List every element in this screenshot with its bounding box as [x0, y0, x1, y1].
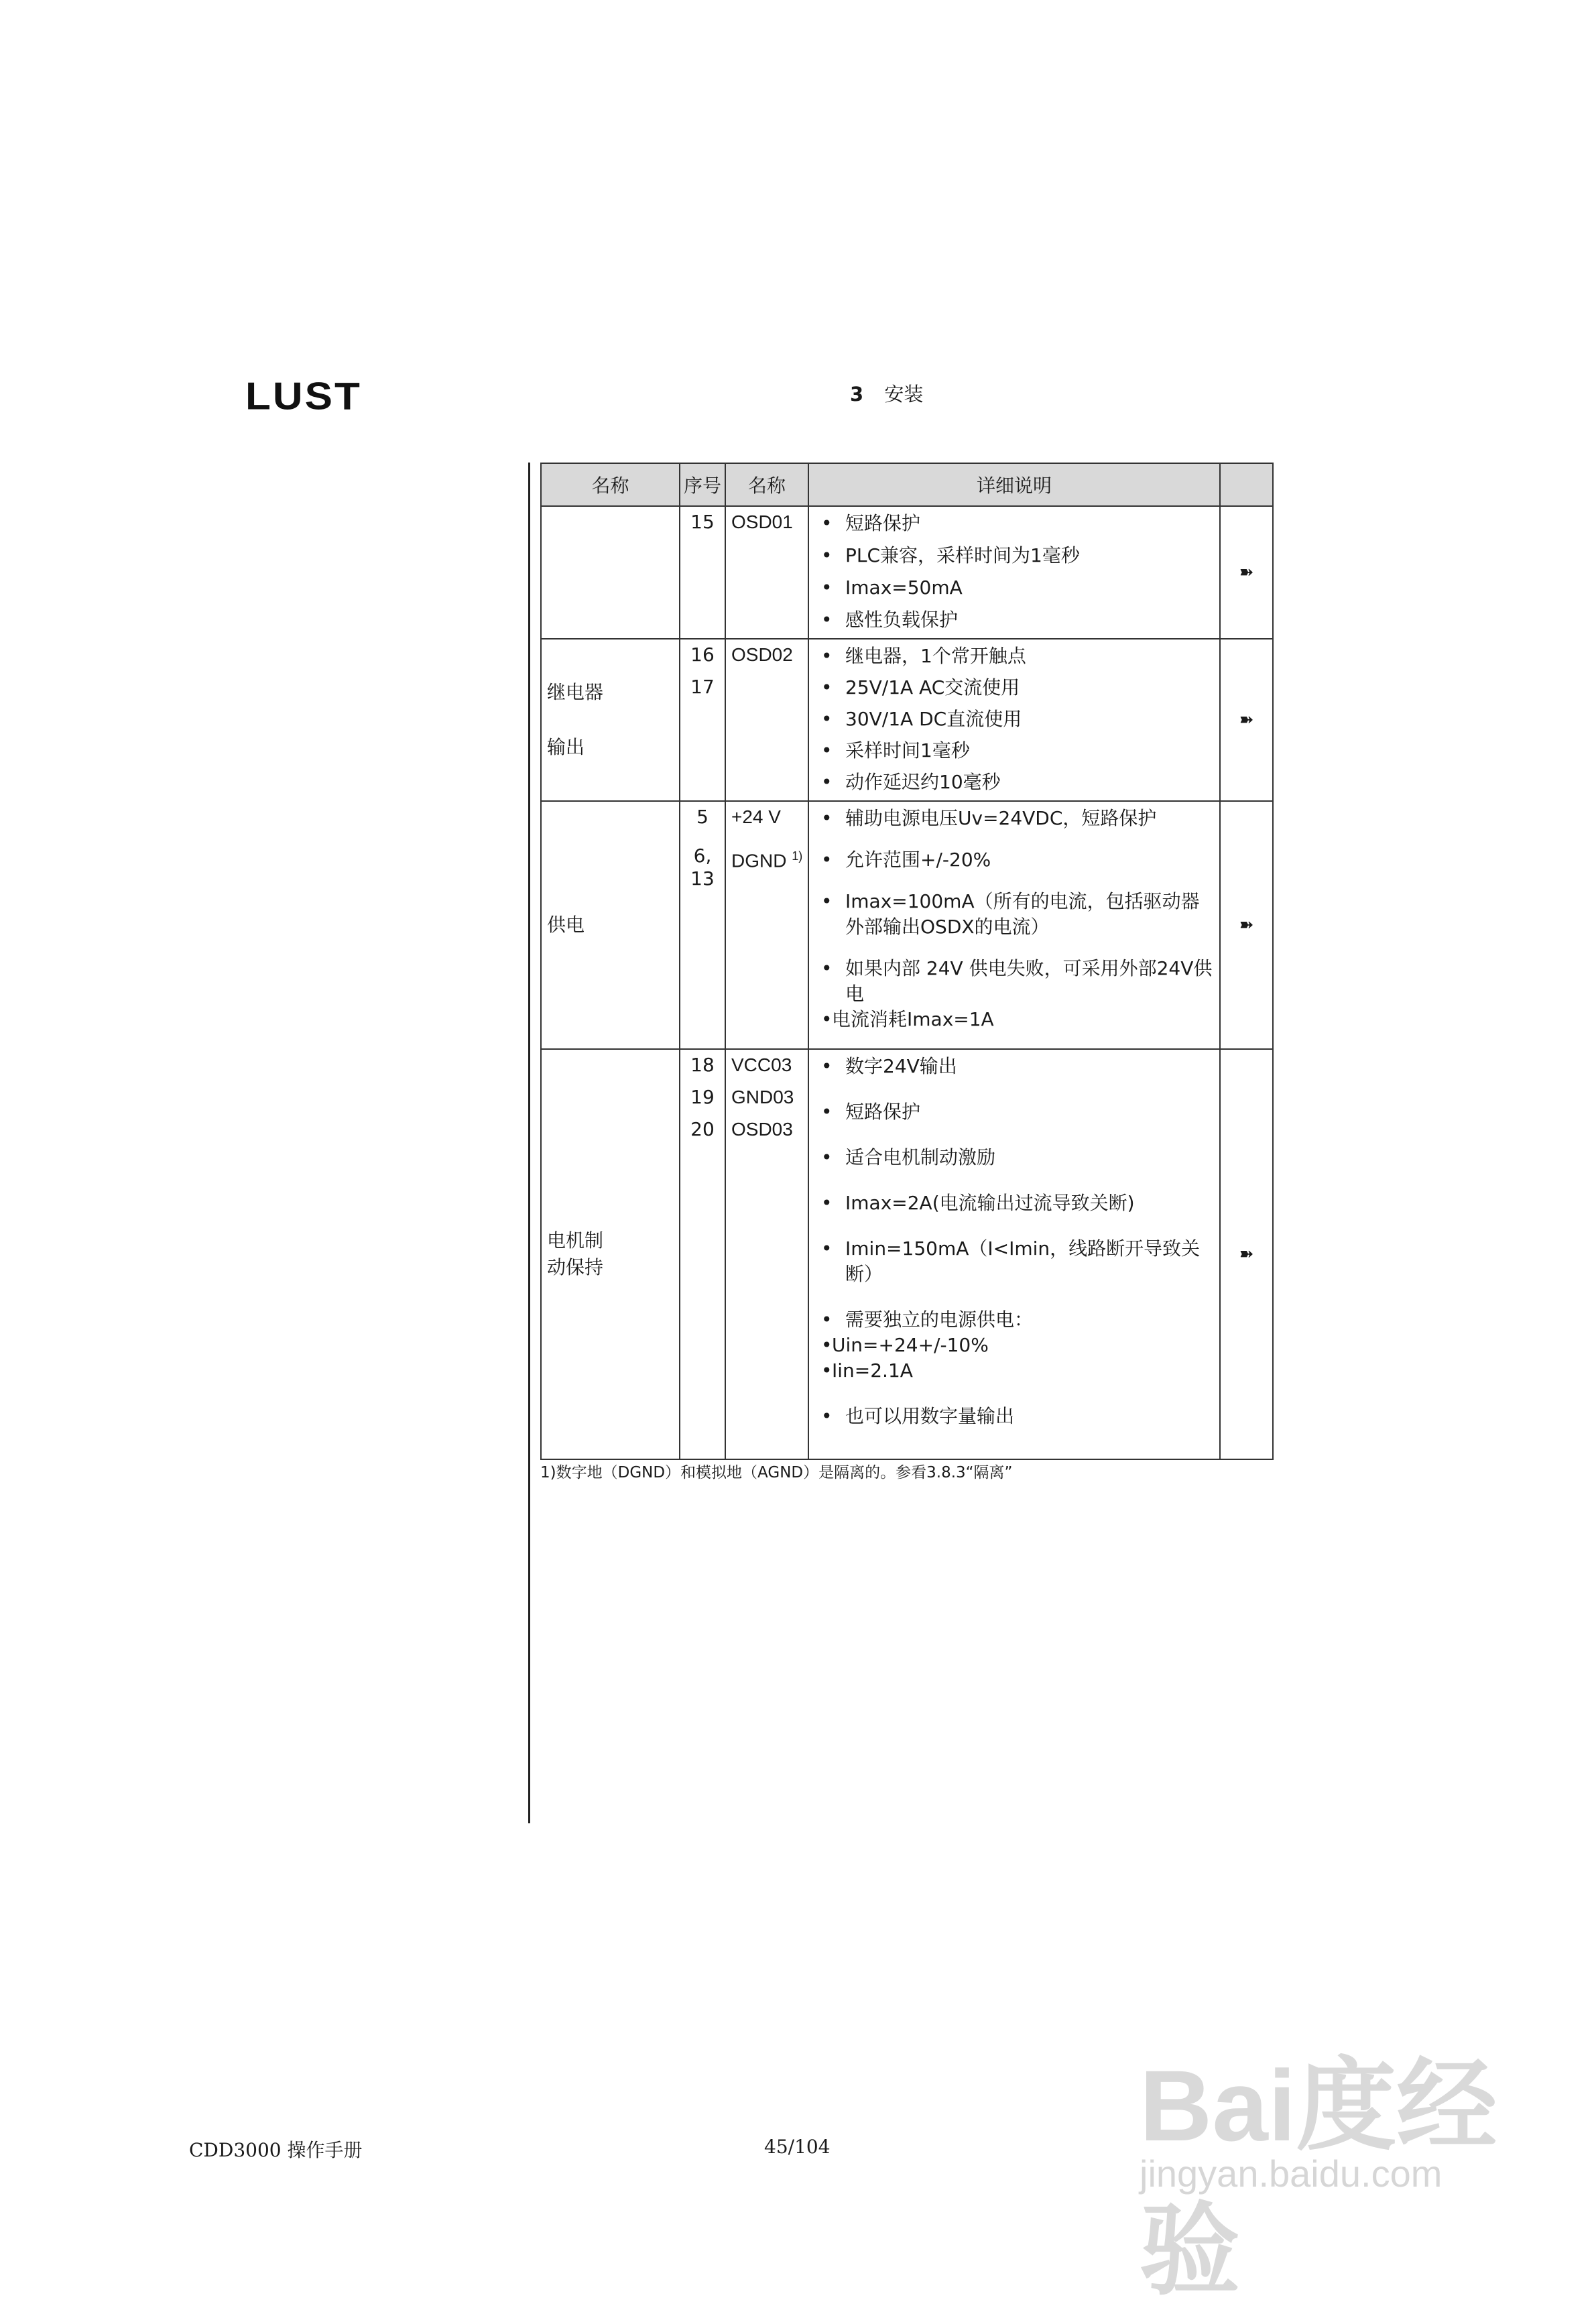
header-group-name: 名称	[541, 463, 680, 506]
description-cell	[808, 1049, 1220, 1459]
list-item: • 短路保护	[814, 1099, 1217, 1125]
table-header-row	[541, 463, 1273, 506]
group-label: 电机制动保持	[547, 1229, 604, 1278]
group-cell	[541, 1049, 680, 1459]
list-item: • 需要独立的电源供电：	[814, 1307, 1217, 1333]
table-footnote: 1)数字地（DGND）和模拟地（AGND）是隔离的。参看3.8.3“隔离”	[540, 1464, 1013, 1481]
number-cell	[680, 1049, 725, 1459]
signal-name-cell	[725, 506, 808, 639]
list-item: • 允许范围+/-20%	[814, 847, 1217, 873]
list-item: • PLC兼容，采样时间为1毫秒	[814, 543, 1217, 568]
terminal-number: 15	[690, 511, 715, 533]
list-item: • 采样时间1毫秒	[814, 738, 1217, 764]
watermark-logo: Bai度经验	[1140, 2049, 1497, 2307]
terminal-number: 16	[690, 644, 715, 666]
list-item: • 如果内部 24V 供电失败，可采用外部24V供电	[814, 956, 1217, 1007]
table-row	[541, 639, 1273, 801]
header-number: 序号	[680, 463, 725, 506]
header-signal-name: 名称	[725, 463, 808, 506]
chapter-heading	[850, 379, 923, 407]
watermark-url: jingyan.baidu.com	[1140, 2152, 1442, 2195]
lust-logo: LUST	[245, 375, 362, 418]
description-cell	[808, 639, 1220, 801]
list-item-continuation: • Iin=2.1A	[814, 1358, 1217, 1384]
list-item: • 继电器，1个常开触点	[814, 644, 1217, 669]
signal-name-text: DGND	[731, 850, 787, 871]
group-cell	[541, 506, 680, 639]
terminal-number: 6, 13	[690, 845, 715, 890]
signal-name: VCC03	[731, 1054, 792, 1075]
list-item: • Imin=150mA（I<Imin，线路断开导致关断）	[814, 1236, 1217, 1287]
group-cell	[541, 639, 680, 801]
list-item: • Imax=50mA	[814, 575, 1217, 601]
signal-name-cell	[725, 639, 808, 801]
arrow-icon: ➽	[1220, 506, 1273, 639]
table-row	[541, 1049, 1273, 1459]
number-cell	[680, 639, 725, 801]
list-item: • 动作延迟约10毫秒	[814, 770, 1217, 795]
list-item: • 辅助电源电压Uv=24VDC，短路保护	[814, 806, 1217, 831]
number-cell	[680, 506, 725, 639]
list-item: • 感性负载保护	[814, 607, 1217, 633]
list-item: • 数字24V输出	[814, 1054, 1217, 1079]
signal-name: OSD02	[731, 644, 793, 665]
signal-name: OSD01	[731, 511, 793, 532]
list-item: • 短路保护	[814, 511, 1217, 536]
signal-name-cell	[725, 801, 808, 1049]
list-item: • 25V/1A AC交流使用	[814, 675, 1217, 701]
number-cell	[680, 801, 725, 1049]
footnote-ref: 1)	[792, 849, 803, 863]
signal-name	[731, 845, 808, 877]
arrow-icon: ➽	[1220, 1049, 1273, 1459]
list-item: • 也可以用数字量输出	[814, 1404, 1217, 1429]
group-cell: 供电	[541, 801, 680, 1049]
terminal-number: 19	[690, 1086, 715, 1108]
description-cell	[808, 801, 1220, 1049]
signal-name-cell	[725, 1049, 808, 1459]
terminal-number: 18	[690, 1054, 715, 1076]
arrow-icon: ➽	[1220, 639, 1273, 801]
list-item: • 适合电机制动激励	[814, 1145, 1217, 1170]
table-row	[541, 801, 1273, 1049]
list-item: • Imax=100mA（所有的电流，包括驱动器外部输出OSDX的电流）	[814, 889, 1217, 940]
group-label: 继电器输出	[547, 681, 604, 758]
page-number: 45/104	[764, 2136, 831, 2158]
header-arrow	[1220, 463, 1273, 506]
terminal-spec-table	[540, 463, 1274, 1460]
header-details: 详细说明	[808, 463, 1220, 506]
list-item-continuation: • Uin=+24+/-10%	[814, 1333, 1217, 1358]
terminal-number: 20	[690, 1118, 715, 1140]
list-item: • Imax=2A(电流输出过流导致关断)	[814, 1191, 1217, 1216]
margin-rule	[528, 463, 530, 1823]
signal-name: +24 V	[731, 806, 781, 827]
terminal-number: 5	[696, 806, 709, 828]
signal-name: GND03	[731, 1087, 794, 1107]
chapter-title: 安装	[884, 383, 924, 406]
list-item-continuation: • 电流消耗Imax=1A	[814, 1007, 1217, 1032]
arrow-icon: ➽	[1220, 801, 1273, 1049]
list-item: • 30V/1A DC直流使用	[814, 707, 1217, 732]
terminal-number: 17	[690, 676, 715, 698]
chapter-number: 3	[850, 383, 864, 406]
description-cell	[808, 506, 1220, 639]
table-row	[541, 506, 1273, 639]
manual-title: CDD3000 操作手册	[189, 2139, 363, 2161]
signal-name: OSD03	[731, 1119, 793, 1140]
